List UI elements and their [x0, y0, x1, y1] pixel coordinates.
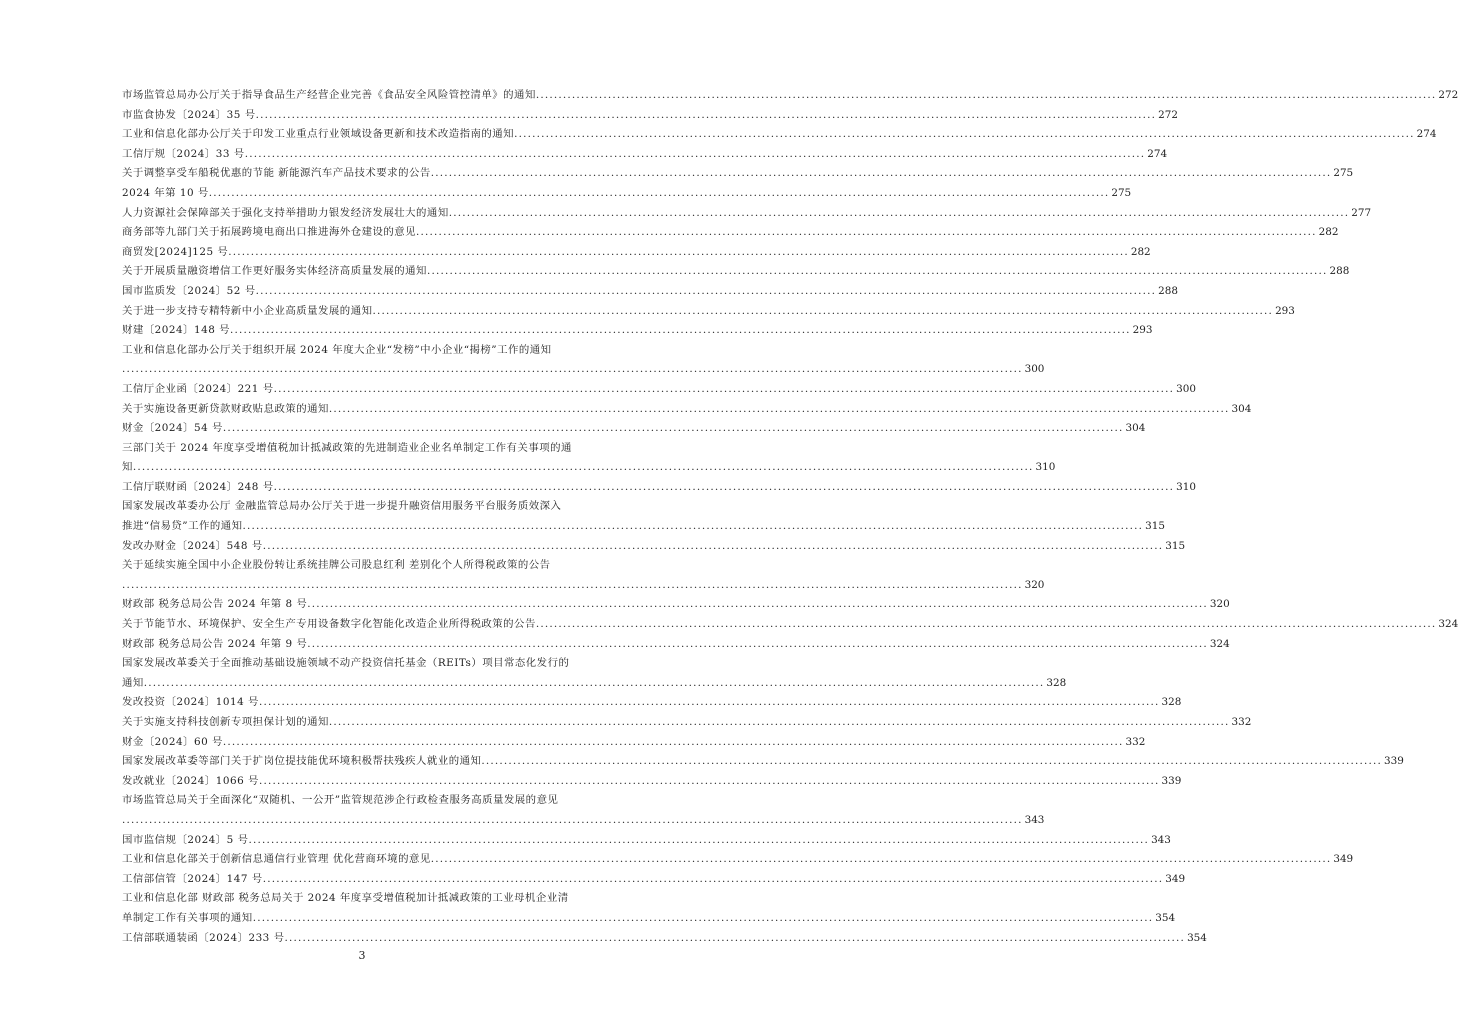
- dot-leader: ........................................................................................................................................................................................................: [426, 265, 1328, 278]
- toc-entry-title: 商务部等九部门关于拓展跨境电商出口推进海外仓建设的意见: [122, 226, 417, 239]
- toc-entry-title: 知: [122, 461, 133, 474]
- dot-leader: ........................................................................................................................................................................................................: [535, 89, 1437, 101]
- toc-line: [122, 517, 1165, 537]
- dot-leader: ........................................................................................................................................................................................................: [416, 226, 1317, 239]
- dot-leader: ........................................................................................................................................................................................................: [430, 853, 1332, 866]
- toc-entry-title: 2024 年第 10 号: [122, 186, 209, 199]
- toc-page-number: 275: [1333, 167, 1354, 180]
- toc-line: [122, 497, 614, 517]
- toc-entry[interactable]: [122, 595, 1230, 615]
- toc-page-number: 354: [1187, 931, 1207, 944]
- toc-entry-title: 关于延续实施全国中小企业股份转让系统挂牌公司股息红利 差别化个人所得税政策的公告: [122, 559, 551, 572]
- toc-entry[interactable]: [122, 106, 1179, 126]
- toc-line: [122, 86, 1458, 106]
- dot-leader: ........................................................................................................................................................................................................: [307, 598, 1208, 611]
- toc-page-number: 282: [1130, 245, 1151, 258]
- dot-leader: ........................................................................................................................................................................................................: [258, 774, 1160, 787]
- toc-line: [122, 811, 1045, 831]
- toc-entry-title: 人力资源社会保障部关于强化支持举措助力银发经济发展壮大的通知: [122, 206, 449, 219]
- toc-page-number: 324: [1209, 637, 1230, 650]
- toc-line: [122, 223, 1339, 243]
- dot-leader: ........................................................................................................................................................................................................: [258, 696, 1160, 709]
- dot-leader: ........................................................................................................................................................................................................: [514, 128, 1415, 141]
- toc-page-number: 328: [1161, 696, 1182, 709]
- toc-line: [122, 106, 1179, 126]
- toc-page-number: 272: [1158, 108, 1179, 121]
- toc-line: [122, 772, 1182, 792]
- toc-page-number: 304: [1231, 402, 1252, 415]
- toc-line: [122, 556, 614, 576]
- toc-line: [122, 713, 1252, 733]
- table-of-contents: [122, 86, 1458, 948]
- toc-entry-title: 财政部 税务总局公告 2024 年第 9 号: [122, 637, 308, 650]
- toc-line: [122, 693, 1182, 713]
- toc-line: [122, 400, 1252, 420]
- toc-page-number: 349: [1165, 872, 1186, 885]
- dot-leader: ........................................................................................................................................................................................................: [262, 539, 1164, 552]
- toc-line: [122, 733, 1146, 753]
- toc-line: [122, 654, 614, 674]
- toc-entry-title: 工业和信息化部 财政部 税务总局关于 2024 年度享受增值税加计抵减政策的工业母机企业清: [122, 892, 569, 905]
- toc-line: [122, 164, 1354, 184]
- dot-leader: ........................................................................................................................................................................................................: [222, 422, 1124, 435]
- toc-page-number: 332: [1231, 716, 1252, 728]
- toc-page-number: 343: [1024, 813, 1045, 826]
- toc-entry[interactable]: [122, 772, 1182, 792]
- toc-line: [122, 282, 1179, 302]
- dot-leader: ........................................................................................................................................................................................................: [328, 402, 1230, 415]
- dot-leader: ........................................................................................................................................................................................................: [481, 755, 1382, 768]
- toc-line: [122, 635, 1230, 655]
- toc-entry-title: 关于调整享受车船税优惠的节能 新能源汽车产品技术要求的公告: [122, 167, 431, 180]
- toc-entry-title: 通知: [122, 676, 144, 689]
- dot-leader: ........................................................................................................................................................................................................: [372, 304, 1274, 317]
- toc-line: [122, 302, 1295, 322]
- toc-entry[interactable]: [122, 341, 1045, 380]
- toc-page-number: 328: [1046, 676, 1067, 689]
- toc-entry-title: 财金〔2024〕54 号: [122, 422, 223, 435]
- toc-entry-title: 国市监信规〔2024〕5 号: [122, 833, 249, 846]
- toc-page-number: 293: [1132, 324, 1153, 337]
- toc-line: [122, 243, 1151, 263]
- toc-page-number: 339: [1161, 774, 1182, 787]
- dot-leader: ........................................................................................................................................................................................................: [242, 520, 1144, 533]
- toc-entry-title: 工信厅联财函〔2024〕248 号: [122, 480, 274, 493]
- toc-entry-title: 商贸发[2024]125 号: [122, 245, 229, 258]
- toc-entry[interactable]: [122, 400, 1252, 420]
- toc-entry[interactable]: [122, 929, 1207, 949]
- toc-entry[interactable]: [122, 125, 1437, 145]
- toc-entry-title: 关于节能节水、环境保护、安全生产专用设备数字化智能化改造企业所得税政策的公告: [122, 618, 536, 631]
- toc-entry-title: 市场监管总局关于全面深化“双随机、一公开”监管规范涉企行政检查服务高质量发展的意见: [122, 794, 559, 807]
- toc-entry-title: 市监食协发〔2024〕35 号: [122, 108, 256, 121]
- toc-line: [122, 850, 1354, 870]
- toc-entry-title: 市场监管总局办公厅关于指导食品生产经营企业完善《食品安全风险管控清单》的通知: [122, 89, 536, 101]
- dot-leader: ........................................................................................................................................................................................................: [228, 245, 1129, 258]
- toc-line: [122, 831, 1171, 851]
- dot-leader: ........................................................................................................................................................................................................: [252, 911, 1154, 924]
- toc-entry[interactable]: [122, 831, 1171, 851]
- toc-entry[interactable]: [122, 223, 1339, 243]
- toc-page-number: 272: [1438, 89, 1458, 101]
- toc-entry[interactable]: [122, 478, 1197, 498]
- toc-page-number: 310: [1176, 480, 1197, 493]
- dot-leader: ........................................................................................................................................................................................................: [208, 186, 1110, 199]
- toc-line: [122, 439, 614, 459]
- toc-entry-title: 关于开展质量融资增信工作更好服务实体经济高质量发展的通知: [122, 265, 427, 278]
- toc-line: [122, 184, 1132, 204]
- toc-entry[interactable]: [122, 243, 1151, 263]
- dot-leader: ........................................................................................................................................................................................................: [535, 618, 1437, 631]
- toc-entry-title: 发改就业〔2024〕1066 号: [122, 774, 259, 787]
- dot-leader: ........................................................................................................................................................................................................: [273, 480, 1175, 493]
- toc-page-number: 315: [1145, 520, 1165, 533]
- toc-page-number: 282: [1318, 226, 1339, 239]
- toc-entry[interactable]: [122, 184, 1132, 204]
- toc-line: [122, 537, 1186, 557]
- toc-entry[interactable]: [122, 145, 1168, 165]
- dot-leader: ........................................................................................................................................................................................................: [262, 872, 1164, 885]
- toc-entry-title: 关于进一步支持专精特新中小企业高质量发展的通知: [122, 304, 373, 317]
- toc-line: [122, 458, 1056, 478]
- toc-page-number: 324: [1438, 618, 1458, 631]
- toc-entry[interactable]: [122, 850, 1354, 870]
- toc-line: [122, 576, 1045, 596]
- toc-page-number: 300: [1176, 382, 1197, 395]
- toc-line: [122, 341, 614, 361]
- toc-page-number: 277: [1351, 206, 1372, 219]
- toc-entry-title: 工业和信息化部办公厅关于印发工业重点行业领域设备更新和技术改造指南的通知: [122, 128, 515, 141]
- toc-entry-title: 关于实施支持科技创新专项担保计划的通知: [122, 716, 329, 728]
- dot-leader: ........................................................................................................................................................................................................: [448, 206, 1350, 219]
- toc-entry[interactable]: [122, 204, 1372, 224]
- toc-entry[interactable]: [122, 86, 1458, 106]
- toc-entry-title: 国市监质发〔2024〕52 号: [122, 284, 256, 297]
- toc-entry[interactable]: [122, 556, 1045, 595]
- toc-page-number: 293: [1275, 304, 1295, 317]
- toc-entry[interactable]: [122, 713, 1252, 733]
- toc-page-number: 274: [1416, 128, 1437, 141]
- toc-entry-title: 三部门关于 2024 年度享受增值税加计抵减政策的先进制造业企业名单制定工作有关事项的通: [122, 441, 572, 454]
- toc-line: [122, 615, 1458, 635]
- dot-leader: ........................................................................................................................................................................................................: [328, 716, 1230, 728]
- toc-entry-title: 发改办财金〔2024〕548 号: [122, 539, 263, 552]
- toc-page-number: 275: [1111, 186, 1132, 199]
- toc-page-number: 320: [1209, 598, 1230, 611]
- toc-entry[interactable]: [122, 164, 1354, 184]
- toc-entry-title: 推进“信易贷”工作的通知: [122, 520, 243, 533]
- toc-entry-title: 国家发展改革委关于全面推动基础设施领域不动产投资信托基金（REITs）项目常态化发行的: [122, 657, 570, 670]
- toc-line: [122, 595, 1230, 615]
- toc-entry-title: 工信部信管〔2024〕147 号: [122, 872, 263, 885]
- dot-leader: ........................................................................................................................................................................................................: [273, 382, 1175, 395]
- toc-entry[interactable]: [122, 419, 1146, 439]
- toc-entry-title: 单制定工作有关事项的通知: [122, 911, 253, 924]
- dot-leader: ........................................................................................................................................................................................................: [284, 931, 1186, 944]
- dot-leader: ........................................................................................................................................................................................................: [244, 147, 1146, 160]
- dot-leader: ........................................................................................................................................................................................................: [122, 813, 1023, 826]
- toc-entry[interactable]: [122, 380, 1197, 400]
- toc-entry[interactable]: [122, 654, 1067, 693]
- toc-entry-title: 发改投资〔2024〕1014 号: [122, 696, 259, 709]
- toc-line: [122, 870, 1186, 890]
- toc-page-number: 332: [1125, 735, 1146, 748]
- toc-entry-title: 工信部联通装函〔2024〕233 号: [122, 931, 285, 944]
- toc-line: [122, 419, 1146, 439]
- toc-line: [122, 674, 1067, 694]
- toc-entry-title: 工信厅规〔2024〕33 号: [122, 147, 245, 160]
- toc-entry[interactable]: [122, 439, 1056, 478]
- toc-page-number: 300: [1024, 363, 1045, 376]
- toc-entry[interactable]: [122, 537, 1186, 557]
- dot-leader: ........................................................................................................................................................................................................: [255, 284, 1157, 297]
- dot-leader: ........................................................................................................................................................................................................: [143, 676, 1045, 689]
- toc-page-number: 304: [1125, 422, 1146, 435]
- toc-entry[interactable]: [122, 497, 1165, 536]
- toc-line: [122, 204, 1372, 224]
- toc-entry[interactable]: [122, 791, 1045, 830]
- dot-leader: ........................................................................................................................................................................................................: [248, 833, 1150, 846]
- toc-entry[interactable]: [122, 635, 1230, 655]
- toc-entry-title: 财金〔2024〕60 号: [122, 735, 223, 748]
- toc-entry-title: 工业和信息化部办公厅关于组织开展 2024 年度大企业“发榜”中小企业“揭榜”工作的通知: [122, 343, 552, 356]
- toc-line: [122, 380, 1197, 400]
- toc-page-number: 349: [1333, 853, 1354, 866]
- toc-entry[interactable]: [122, 733, 1146, 753]
- toc-line: [122, 889, 614, 909]
- toc-line: [122, 791, 614, 811]
- toc-entry-title: 关于实施设备更新贷款财政贴息政策的通知: [122, 402, 329, 415]
- dot-leader: ........................................................................................................................................................................................................: [430, 167, 1332, 180]
- dot-leader: ........................................................................................................................................................................................................: [230, 324, 1131, 337]
- toc-entry[interactable]: [122, 262, 1350, 282]
- toc-page-number: 339: [1383, 755, 1404, 768]
- toc-entry[interactable]: [122, 693, 1182, 713]
- toc-line: [122, 752, 1404, 772]
- toc-line: [122, 125, 1437, 145]
- toc-page-number: 320: [1024, 578, 1045, 591]
- toc-page-number: 354: [1155, 911, 1176, 924]
- toc-entry[interactable]: [122, 752, 1404, 772]
- toc-page-number: 310: [1035, 461, 1056, 474]
- toc-line: [122, 145, 1168, 165]
- toc-entry-title: 国家发展改革委办公厅 金融监管总局办公厅关于进一步提升融资信用服务平台服务质效深入: [122, 500, 562, 513]
- toc-line: [122, 929, 1207, 949]
- toc-entry-title: 工业和信息化部关于创新信息通信行业管理 优化营商环境的意见: [122, 853, 431, 866]
- toc-entry-title: 国家发展改革委等部门关于扩岗位提技能优环境积极帮扶残疾人就业的通知: [122, 755, 482, 768]
- toc-entry[interactable]: [122, 321, 1153, 341]
- dot-leader: ........................................................................................................................................................................................................: [222, 735, 1124, 748]
- dot-leader: ........................................................................................................................................................................................................: [122, 363, 1023, 376]
- toc-line: [122, 321, 1153, 341]
- toc-page-number: 343: [1151, 833, 1171, 846]
- page-number: 3: [358, 949, 366, 962]
- dot-leader: ........................................................................................................................................................................................................: [132, 461, 1034, 474]
- toc-entry-title: 财政部 税务总局公告 2024 年第 8 号: [122, 598, 308, 611]
- toc-entry[interactable]: [122, 615, 1458, 635]
- toc-page-number: 315: [1165, 539, 1186, 552]
- dot-leader: ........................................................................................................................................................................................................: [122, 578, 1023, 591]
- toc-page-number: 288: [1329, 265, 1350, 278]
- dot-leader: ........................................................................................................................................................................................................: [255, 108, 1157, 121]
- toc-line: [122, 478, 1197, 498]
- toc-line: [122, 909, 1176, 929]
- toc-entry-title: 工信厅企业函〔2024〕221 号: [122, 382, 274, 395]
- dot-leader: ........................................................................................................................................................................................................: [307, 637, 1208, 650]
- toc-entry[interactable]: [122, 282, 1179, 302]
- toc-entry-title: 财建〔2024〕148 号: [122, 324, 231, 337]
- toc-entry[interactable]: [122, 302, 1295, 322]
- toc-line: [122, 262, 1350, 282]
- toc-entry[interactable]: [122, 889, 1176, 928]
- toc-entry[interactable]: [122, 870, 1186, 890]
- toc-page-number: 274: [1147, 147, 1168, 160]
- toc-line: [122, 360, 1045, 380]
- toc-page-number: 288: [1158, 284, 1179, 297]
